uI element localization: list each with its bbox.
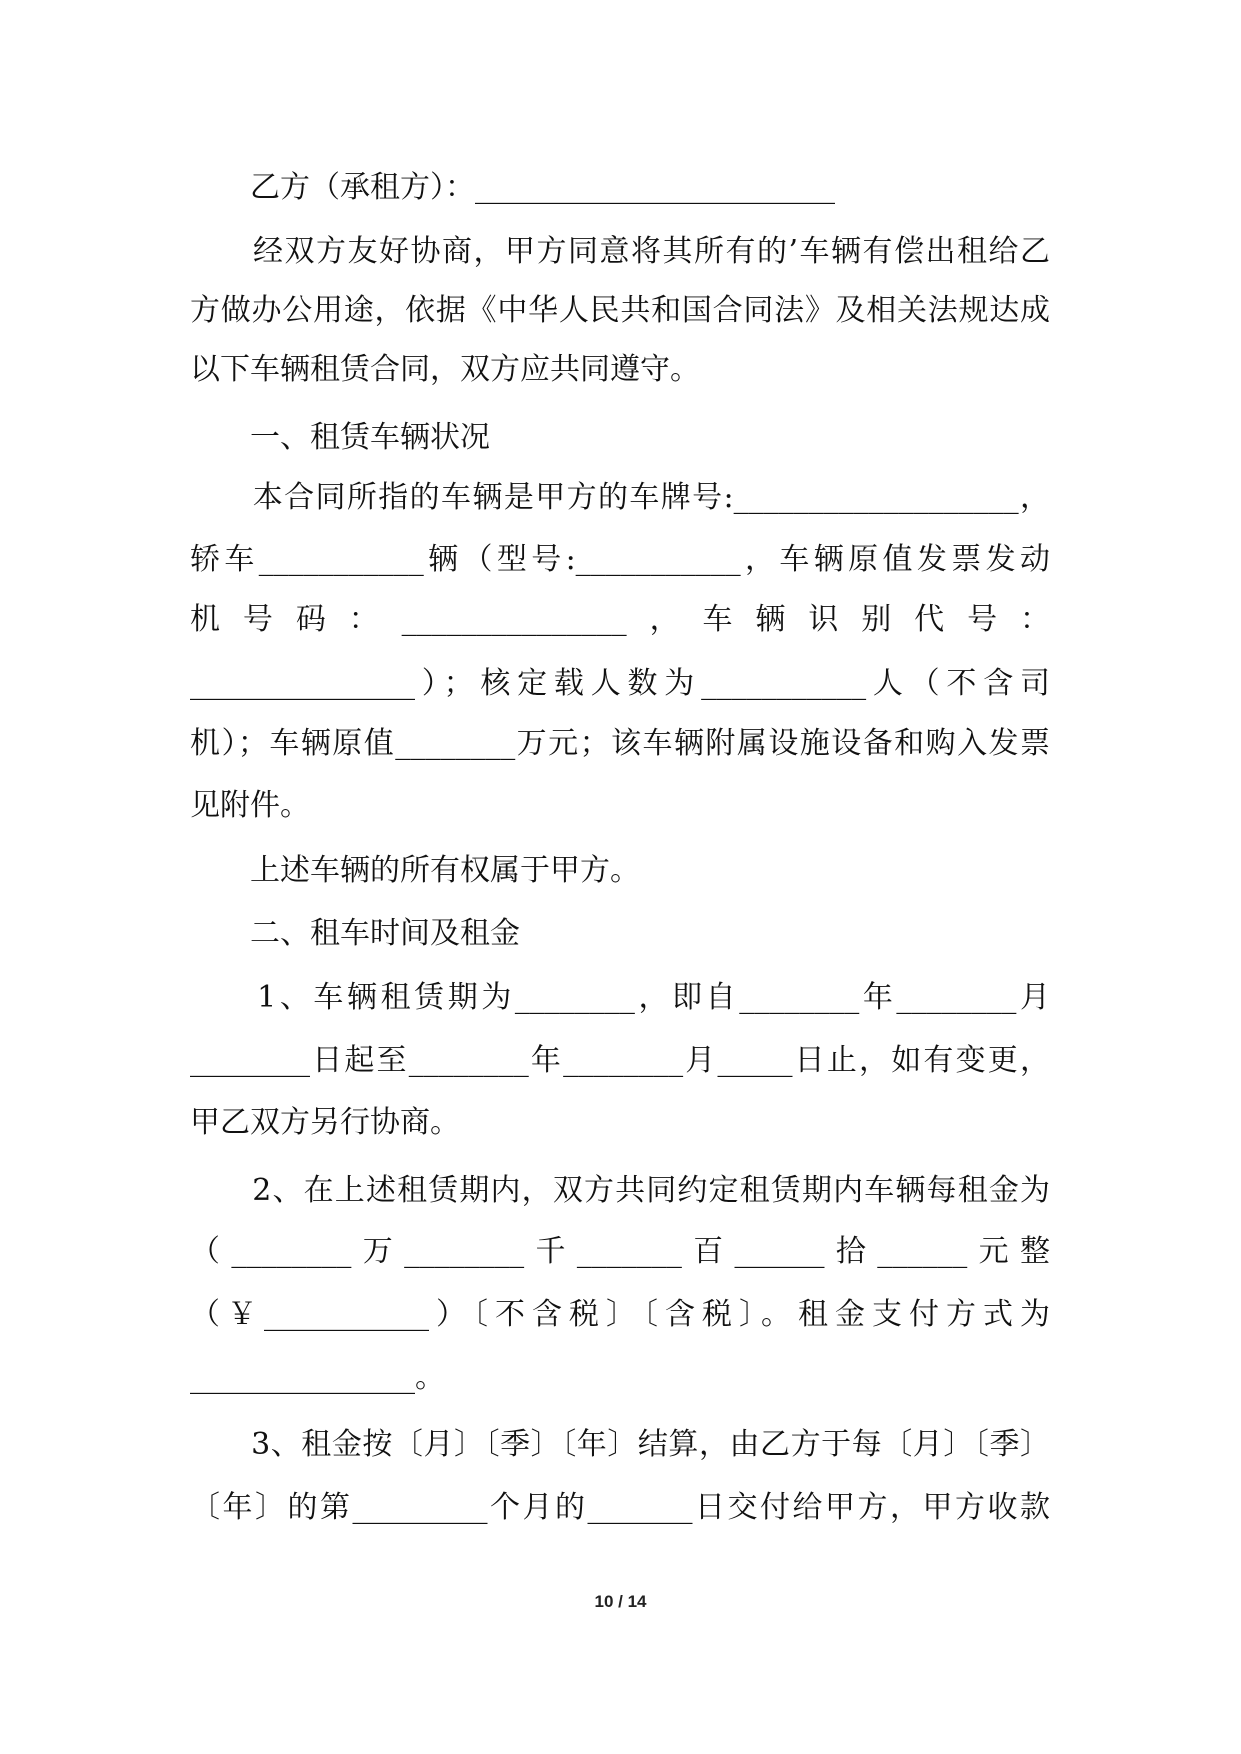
paragraph-line: （________万________千_______百______拾______元整 — [190, 1234, 1050, 1269]
paragraph-line: 3、租金按〔月〕〔季〕〔年〕结算，由乙方于每〔月〕〔季〕 — [190, 1427, 1050, 1462]
paragraph-line: 〔年〕的第_________个月的_______日交付给甲方，甲方收款 — [190, 1490, 1050, 1525]
paragraph-line: _______________）；核定载人数为___________人（不含司 — [190, 666, 1050, 701]
paragraph-line: ________日起至________年________月_____日止，如有变更， — [190, 1043, 1050, 1078]
paragraph-line: 机号码：_______________，车辆识别代号： — [190, 602, 1050, 637]
party-b-line: 乙方（承租方）：________________________ — [190, 170, 835, 205]
paragraph-line: 见附件。 — [190, 788, 310, 823]
paragraph-line: 以下车辆租赁合同，双方应共同遵守。 — [190, 352, 700, 387]
paragraph-line: 本合同所指的车辆是甲方的车牌号:___________________， — [190, 480, 1050, 515]
section-heading: 一、租赁车辆状况 — [190, 420, 490, 455]
paragraph-line: 经双方友好协商，甲方同意将其所有的’车辆有偿出租给乙 — [190, 234, 1050, 269]
paragraph-line: 方做办公用途，依据《中华人民共和国合同法》及相关法规达成 — [190, 293, 1050, 328]
paragraph-line: 轿车___________辆（型号:___________，车辆原值发票发动 — [190, 542, 1050, 577]
section-heading: 二、租车时间及租金 — [190, 916, 520, 951]
paragraph-line: 甲乙双方另行协商。 — [190, 1105, 460, 1140]
paragraph-line: _______________。 — [190, 1360, 445, 1395]
paragraph-line: 机）；车辆原值________万元；该车辆附属设施设备和购入发票 — [190, 726, 1050, 761]
page-number: 10 / 14 — [594, 1592, 647, 1611]
paragraph-line: 2、在上述租赁期内，双方共同约定租赁期内车辆每租金为 — [190, 1173, 1050, 1208]
paragraph-line: 上述车辆的所有权属于甲方。 — [190, 853, 640, 888]
paragraph-line: 1、车辆租赁期为________，即自________年________月 — [190, 980, 1050, 1015]
paragraph-line: （￥___________）〔不含税〕〔含税〕。租金支付方式为 — [190, 1297, 1050, 1332]
